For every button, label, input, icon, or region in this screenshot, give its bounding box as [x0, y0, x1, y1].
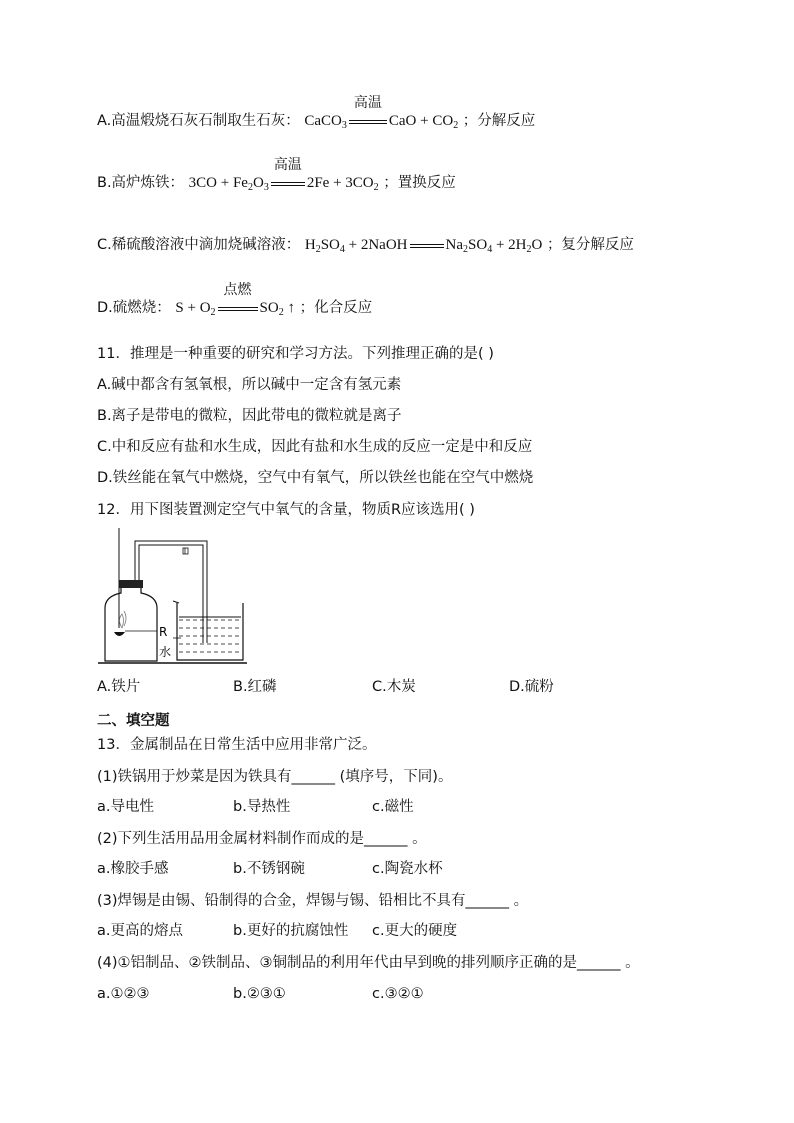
q10-a-equation: CaCO$_3$ 高温 CaO + $CO_2$ [304, 95, 459, 131]
q11-option-a[interactable]: A.碱中都含有氢氧根，所以碱中一定含有氢元素 [97, 377, 402, 393]
q10-d-equation: $S + O_2$ 点燃 $SO_2$ ↑ [175, 282, 295, 318]
q13-p3-option-b[interactable]: b.更好的抗腐蚀性 [233, 923, 349, 939]
q13-p4-option-c[interactable]: c.③②① [372, 986, 424, 1002]
q13-p3-option-c[interactable]: c.更大的硬度 [372, 923, 458, 939]
q10-option-d [97, 282, 373, 318]
apparatus-figure [95, 528, 255, 668]
q11-option-d[interactable]: D.铁丝能在氧气中燃烧，空气中有氧气，所以铁丝也能在空气中燃烧 [97, 470, 534, 486]
section-title: 二、填空题 [97, 713, 170, 729]
q13-p1-option-c[interactable]: c.磁性 [372, 799, 414, 815]
q10-option-b [97, 157, 456, 193]
q10-option-c [97, 235, 634, 255]
q10-c-equation: $H_2SO_4$ + 2NaOH $Na_2SO_4 + 2H_2O$ [304, 237, 543, 255]
q13-p1-option-a[interactable]: a.导电性 [97, 799, 154, 815]
q10-c-type: ；复分解反应 [546, 237, 634, 253]
q13-part3: (3)焊锡是由锡、铅制得的合金，焊锡与锡、铅相比不具有______ 。 [97, 893, 529, 909]
q12-stem: 12．用下图装置测定空气中氧气的含量，物质R应该选用( ) [97, 502, 475, 518]
q10-a-type: ；分解反应 [462, 113, 536, 129]
equals-sign [410, 235, 444, 255]
q12-option-d[interactable]: D.硫粉 [509, 679, 554, 695]
q11-option-b[interactable]: B.离子是带电的微粒，因此带电的微粒就是离子 [97, 408, 402, 424]
q13-p2-option-b[interactable]: b.不锈钢碗 [233, 861, 305, 877]
q13-stem: 13．金属制品在日常生活中应用非常广泛。 [97, 737, 377, 753]
reaction-condition: 高温 [271, 173, 305, 193]
q13-p4-option-b[interactable]: b.②③① [233, 986, 286, 1002]
q13-part2: (2)下列生活用品用金属材料制作而成的是______ 。 [97, 831, 427, 847]
q10-c-prefix: C.稀硫酸溶液中滴加烧碱溶液： [97, 237, 301, 253]
q12-option-c[interactable]: C.木炭 [372, 679, 416, 695]
q13-p1-option-b[interactable]: b.导热性 [233, 799, 291, 815]
q13-p2-option-a[interactable]: a.橡胶手感 [97, 861, 169, 877]
q12-option-a[interactable]: A.铁片 [97, 679, 141, 695]
q10-d-prefix: D.硫燃烧： [97, 300, 171, 316]
q10-b-type: ；置换反应 [383, 175, 456, 191]
q13-p3-option-a[interactable]: a.更高的熔点 [97, 923, 183, 939]
q11-stem: 11．推理是一种重要的研究和学习方法。下列推理正确的是( ) [97, 346, 494, 362]
reaction-condition: 高温 [349, 111, 387, 131]
q10-b-equation: $3CO + Fe_2O_3$ 高温 $2Fe + 3CO_2$ [188, 157, 379, 193]
q13-p2-option-c[interactable]: c.陶瓷水杯 [372, 861, 443, 877]
q10-a-prefix: A.高温煅烧石灰石制取生石灰： [97, 113, 300, 129]
q10-b-prefix: B.高炉炼铁： [97, 175, 185, 191]
figure-label-r: R [159, 625, 168, 639]
q13-p4-option-a[interactable]: a.①②③ [97, 986, 150, 1002]
q13-part1: (1)铁锅用于炒菜是因为铁具有______ (填序号，下同)。 [97, 769, 453, 785]
q11-option-c[interactable]: C.中和反应有盐和水生成，因此有盐和水生成的反应一定是中和反应 [97, 439, 533, 455]
q10-option-a [97, 95, 536, 131]
reaction-condition: 点燃 [218, 298, 258, 318]
q12-option-b[interactable]: B.红磷 [233, 679, 277, 695]
figure-label-water: 水 [159, 645, 172, 659]
q10-d-type: ；化合反应 [299, 300, 373, 316]
q13-part4: (4)①铝制品、②铁制品、③铜制品的利用年代由早到晚的排列顺序正确的是______ 。 [97, 955, 640, 971]
